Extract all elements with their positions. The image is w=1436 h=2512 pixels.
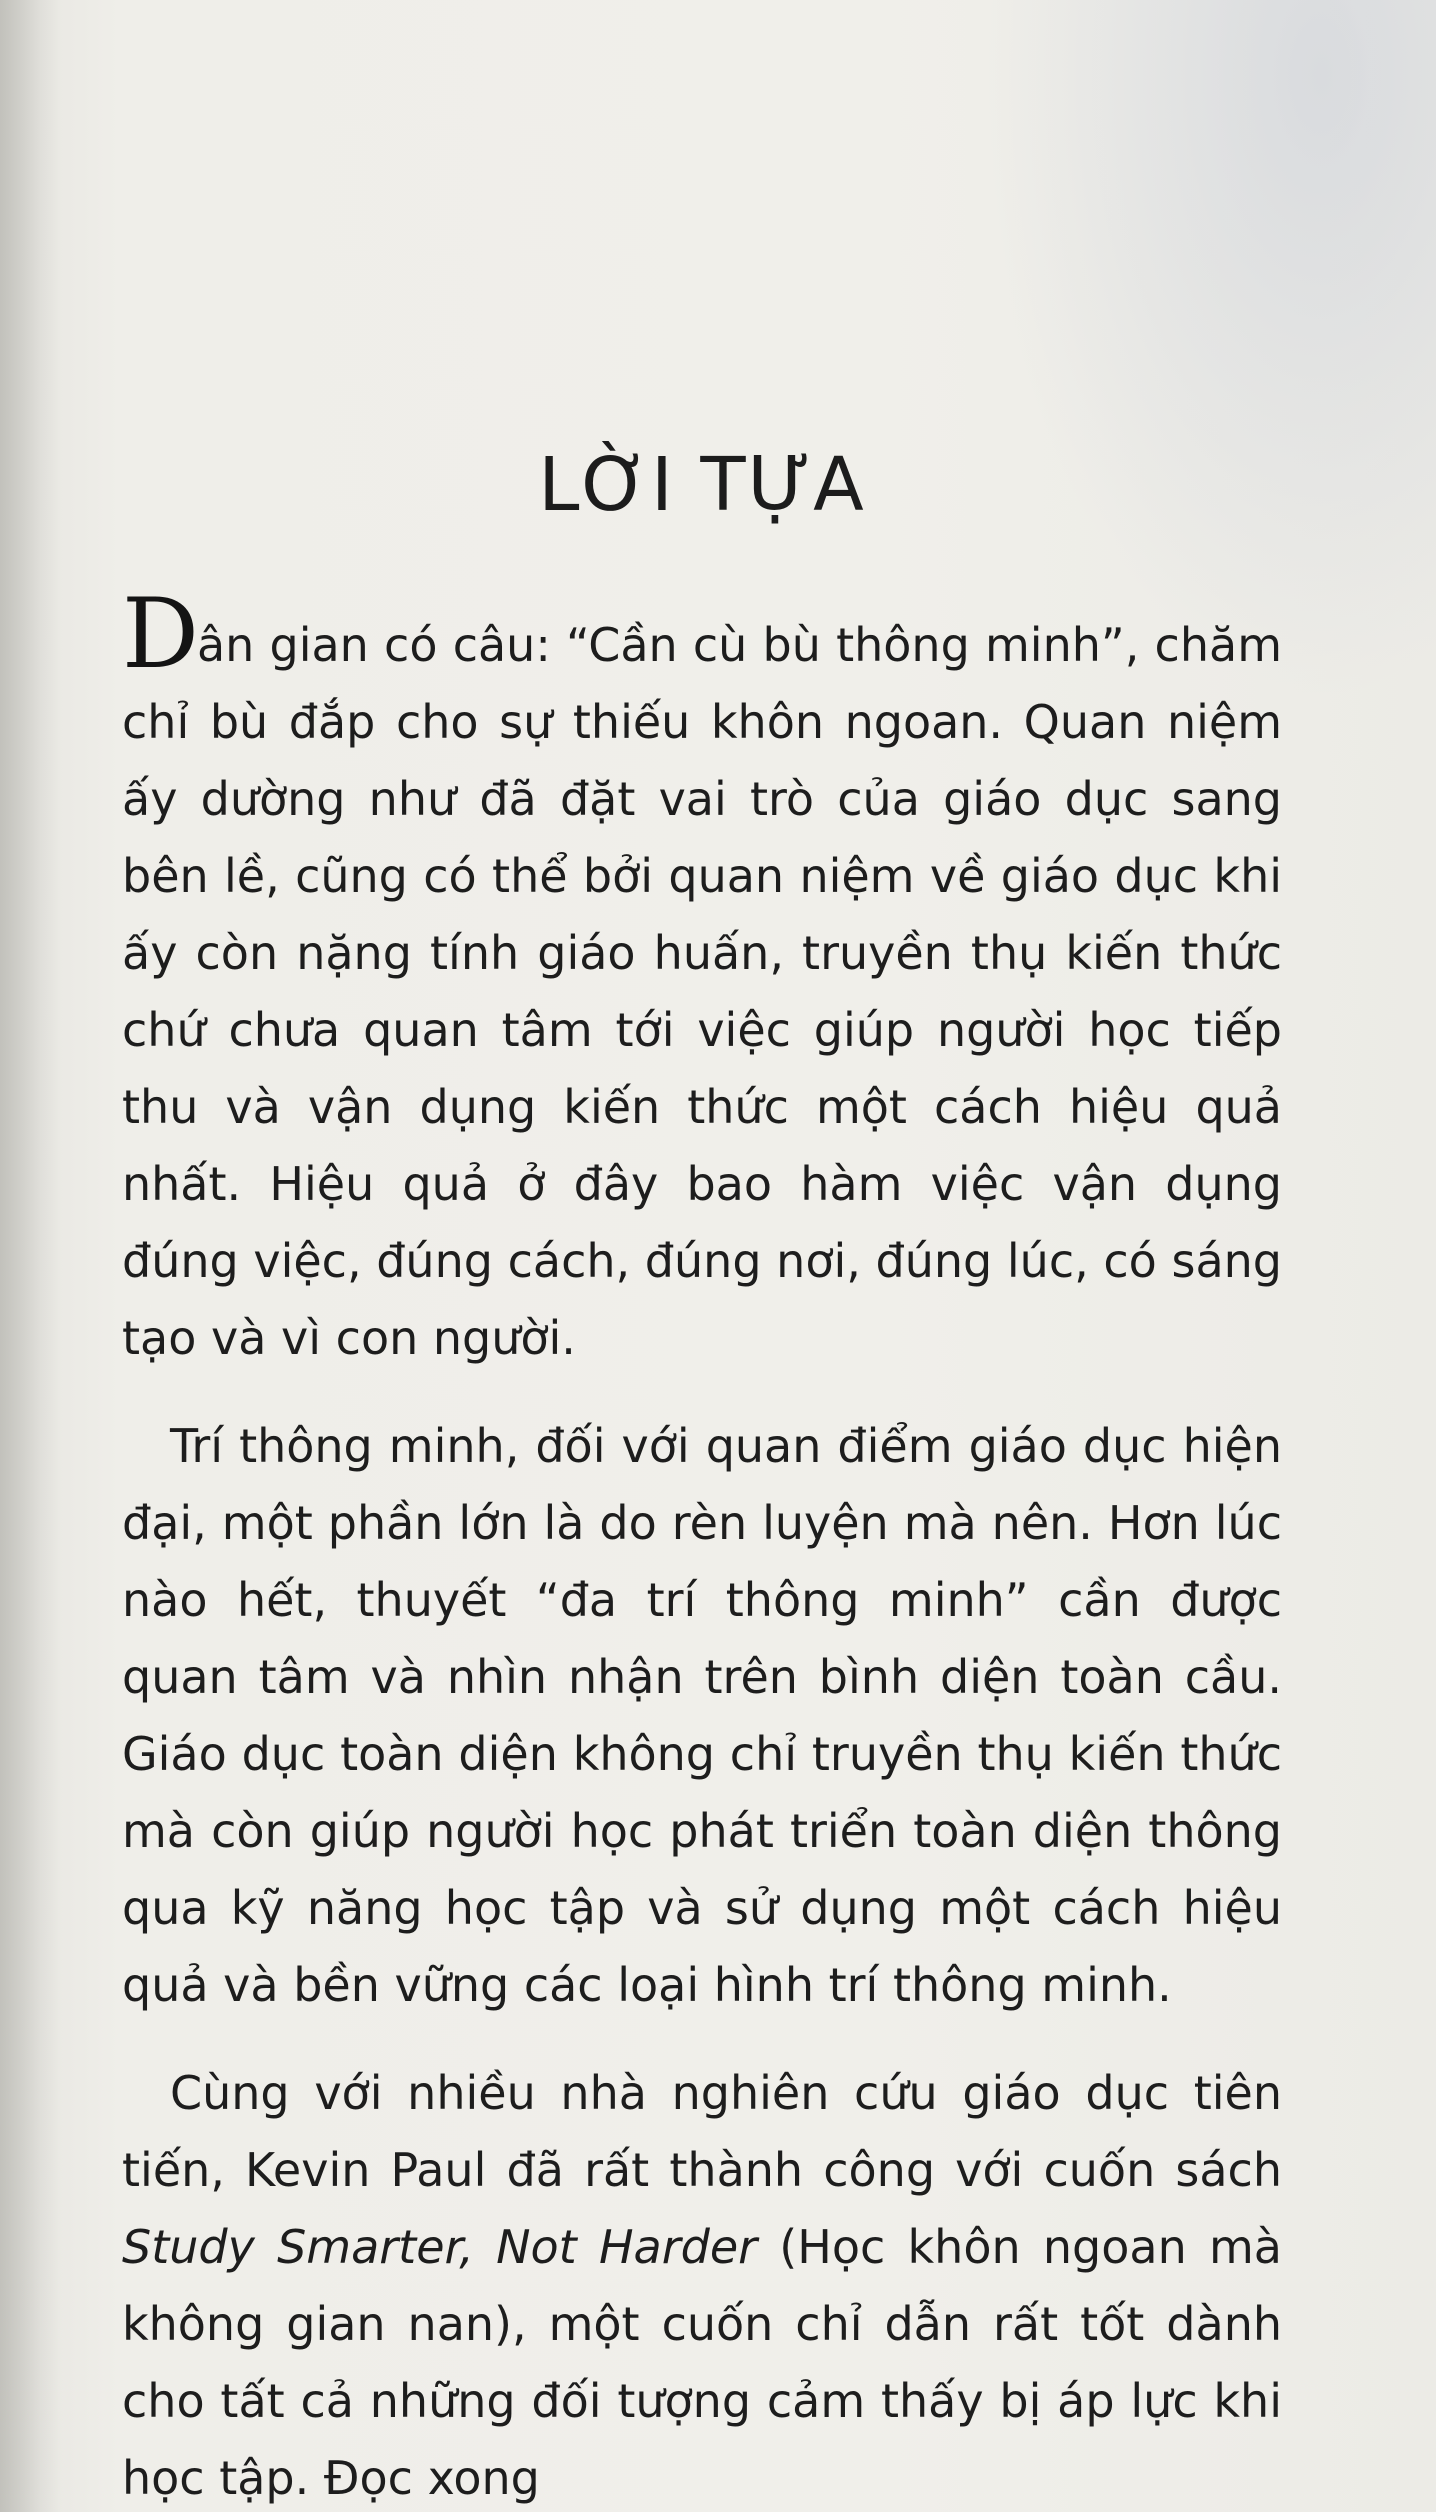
paragraph-1 bbox=[122, 578, 1282, 1377]
book-title-italic: Study Smarter, Not Harder bbox=[122, 2220, 758, 2274]
paragraph-3 bbox=[122, 2055, 1282, 2512]
paragraph-2-text: Trí thông minh, đối với quan điểm giáo dục hiện đại, một phần lớn là do rèn luyện mà nên. Hơn lúc nào hết, thuyết “đa trí thông minh” cần được quan tâm và nhìn nhận trên bình diện toàn cầu. Giáo dục toàn diện không chỉ truyền thụ kiến thức mà còn giúp người học phát triển toàn diện thông qua kỹ năng học tập và sử dụng một cách hiệu quả và bền vững các loại hình trí thông minh. bbox=[122, 1419, 1282, 2012]
paragraph-3-text-a: Cùng với nhiều nhà nghiên cứu giáo dục tiên tiến, Kevin Paul đã rất thành công với cuốn sách bbox=[122, 2066, 1282, 2197]
drop-cap: D bbox=[122, 578, 197, 690]
spine-shadow bbox=[0, 0, 60, 2512]
paragraph-3-text-b: (Học khôn ngoan mà không gian nan), một cuốn chỉ dẫn rất tốt dành cho tất cả những đối tượng cảm thấy bị áp lực khi học tập. Đọc xong bbox=[122, 2220, 1282, 2505]
paragraph-1-text: ân gian có câu: “Cần cù bù thông minh”, chăm chỉ bù đắp cho sự thiếu khôn ngoan. Quan niệm ấy dường như đã đặt vai trò của giáo dục sang bên lề, cũng có thể bởi quan niệm về giáo dục khi ấy còn nặng tính giáo huấn, truyền thụ kiến thức chứ chưa quan tâm tới việc giúp người học tiếp thu và vận dụng kiến thức một cách hiệu quả nhất. Hiệu quả ở đây bao hàm việc vận dụng đúng việc, đúng cách, đúng nơi, đúng lúc, có sáng tạo và vì con người. bbox=[122, 618, 1282, 1365]
body-text bbox=[122, 578, 1282, 2512]
paragraph-2 bbox=[122, 1408, 1282, 2024]
page-title: LỜI TỰA bbox=[538, 442, 866, 528]
